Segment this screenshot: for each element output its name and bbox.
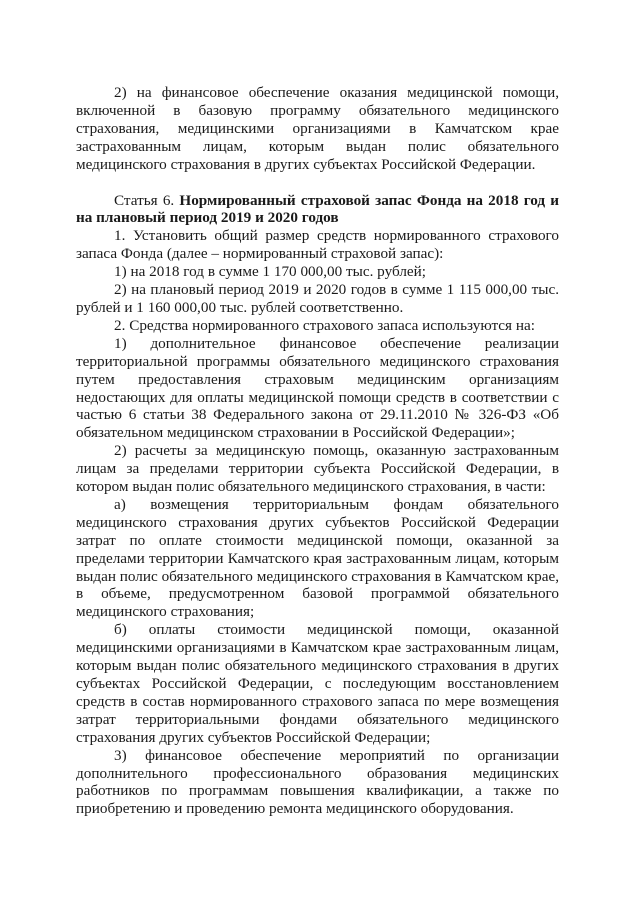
paragraph-gap xyxy=(76,174,559,192)
article-6-title: Нормированный страховой запас Фонда на 2018 год и на плановый период 2019 и 2020 годов xyxy=(76,191,559,227)
paragraph-10: б) оплаты стоимости медицинской помощи, оказанной медицинскими организациями в Камчатском крае застрахованным лицам, которым выдан полис обязательного медицинского страхования в других субъектах Российской Федерации, с последующим восстановлением средств в состав нормированного страхового запаса по мере возмещения затрат территориальными фондами обязательного медицинского страхования других субъектов Российской Федерации; xyxy=(76,621,559,746)
paragraph-6: 2. Средства нормированного страхового запаса используются на: xyxy=(114,316,535,334)
article-6-heading xyxy=(76,192,559,228)
paragraph-4: 1) на 2018 год в сумме 1 170 000,00 тыс. рублей; xyxy=(114,263,426,281)
document-page xyxy=(76,84,559,818)
paragraph-7: 1) дополнительное финансовое обеспечение реализации территориальной программы обязательного медицинского страхования путем предоставления страховым медицинским организациям недостающих для оплаты медицинской помощи средств в соответствии с частью 6 статьи 38 Федерального закона от 29.11.2010 № 326-ФЗ «Об обязательном медицинском страховании в Российской Федерации»; xyxy=(76,334,559,442)
paragraph-3: 1. Установить общий размер средств нормированного страхового запаса Фонда (далее – нормированный страховой запас): xyxy=(76,227,559,263)
paragraph-8: 2) расчеты за медицинскую помощь, оказанную застрахованным лицам за пределами территории субъекта Российской Федерации, в котором выдан полис обязательного медицинского страхования, в части: xyxy=(76,442,559,496)
paragraph-9: а) возмещения территориальным фондам обязательного медицинского страхования других субъектов Российской Федерации затрат по оплате стоимости медицинской помощи, оказанной за пределами территории Камчатского края застрахованным лицам, которым выдан полис обязательного медицинского страхования в Камчатском крае, в объеме, предусмотренном базовой программой обязательного медицинского страхования; xyxy=(76,495,559,621)
paragraph-1: 2) на финансовое обеспечение оказания медицинской помощи, включенной в базовую программу обязательного медицинского страхования, медицинскими организациями в Камчатском крае застрахованным лицам, которым выдан полис обязательного медицинского страхования в других субъектах Российской Федерации. xyxy=(76,84,559,173)
article-6-number: Статья 6. xyxy=(114,191,180,209)
paragraph-11: 3) финансовое обеспечение мероприятий по организации дополнительного профессионального образования медицинских работников по программам повышения квалификации, а также по приобретению и проведению ремонта медицинского оборудования. xyxy=(76,746,559,818)
paragraph-5: 2) на плановый период 2019 и 2020 годов в сумме 1 115 000,00 тыс. рублей и 1 160 000,00 тыс. рублей соответственно. xyxy=(76,281,559,316)
